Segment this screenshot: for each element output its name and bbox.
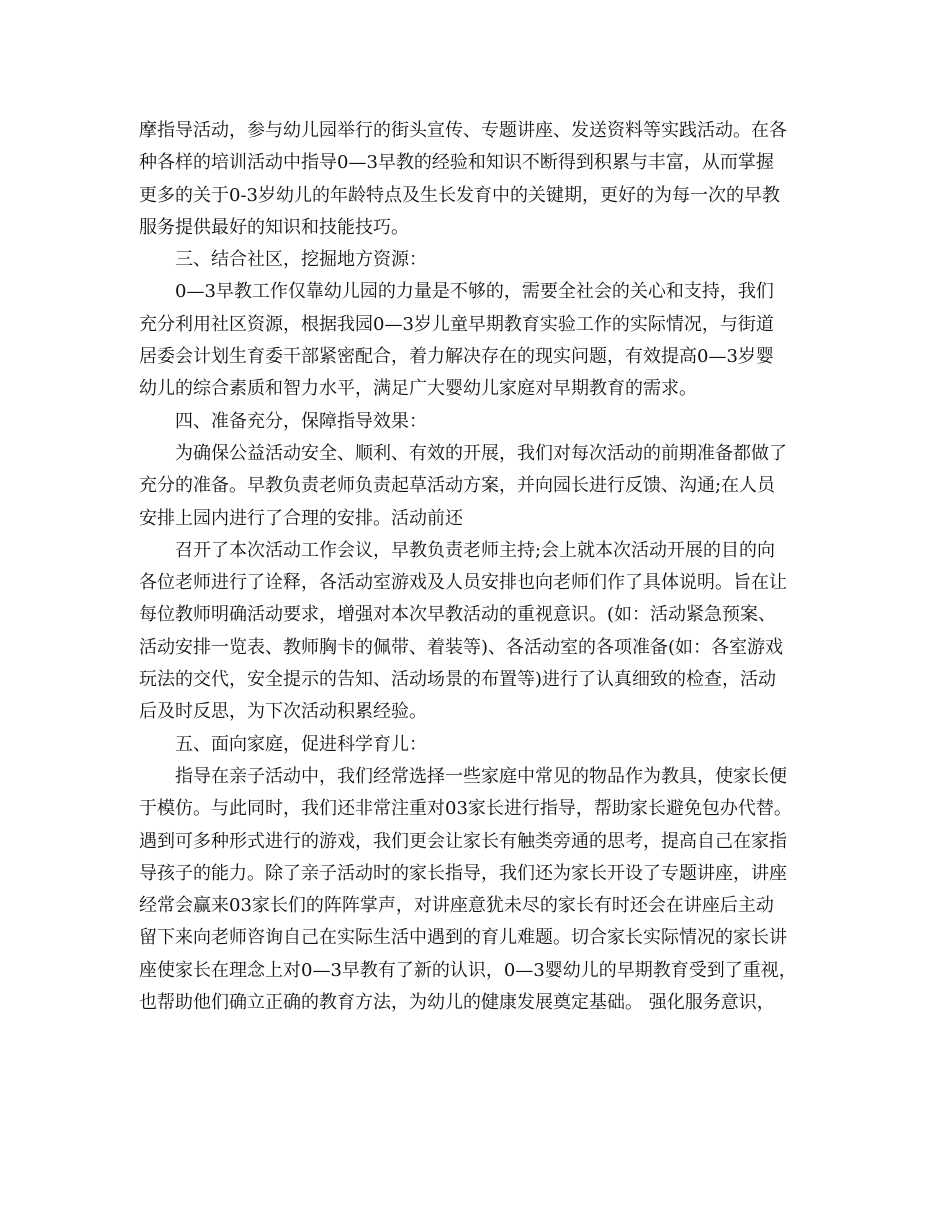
text-line: 充分利用社区资源，根据我园0—3岁儿童早期教育实验工作的实际情况，与街道 (139, 313, 774, 335)
text-line: 召开了本次活动工作会议，早教负责老师主持;会上就本次活动开展的目的向 (175, 539, 776, 561)
text-line: 充分的准备。早教负责老师负责起草活动方案，并向园长进行反馈、沟通;在人员 (139, 475, 776, 497)
document-body (139, 115, 819, 1019)
text-line: 于模仿。与此同时，我们还非常注重对03家长进行指导，帮助家长避免包办代替。 (139, 798, 792, 820)
text-line: 指导在亲子活动中，我们经常选择一些家庭中常见的物品作为教具，使家长便 (175, 765, 787, 787)
text-line: 也帮助他们确立正确的教育方法，为幼儿的健康发展奠定基础。 强化服务意识， (139, 992, 775, 1014)
text-line: 摩指导活动，参与幼儿园举行的街头宣传、专题讲座、发送资料等实践活动。在各 (139, 120, 787, 141)
text-line: 为确保公益活动安全、顺利、有效的开展，我们对每次活动的前期准备都做了 (175, 442, 787, 464)
text-line: 更多的关于0-3岁幼儿的年龄特点及生长发育中的关键期，更好的为每一次的早教 (139, 184, 780, 206)
text-line: 种各样的培训活动中指导0—3早教的经验和知识不断得到积累与丰富，从而掌握 (139, 152, 774, 174)
text-line: 留下来向老师咨询自己在实际生活中遇到的育儿难题。切合家长实际情况的家长讲 (139, 927, 787, 949)
text-line: 遇到可多种形式进行的游戏，我们更会让家长有触类旁通的思考，提高自己在家指 (139, 830, 787, 852)
text-line: 各位老师进行了诠释，各活动室游戏及人员安排也向老师们作了具体说明。旨在让 (139, 572, 787, 594)
text-line: 活动安排一览表、教师胸卡的佩带、着装等)、各活动室的各项准备(如：各室游戏 (139, 636, 784, 658)
text-line: 幼儿的综合素质和智力水平，满足广大婴幼儿家庭对早期教育的需求。 (139, 378, 697, 400)
text-line: 经常会赢来03家长们的阵阵掌声，对讲座意犹未尽的家长有时还会在讲座后主动 (139, 895, 774, 917)
text-line: 安排上园内进行了合理的安排。活动前还 (139, 507, 463, 529)
text-line: 导孩子的能力。除了亲子活动时的家长指导，我们还为家长开设了专题讲座，讲座 (139, 862, 787, 884)
text-line: 后及时反思，为下次活动积累经验。 (139, 701, 427, 723)
section-heading-4: 四、准备充分，保障指导效果： (175, 410, 427, 432)
text-line: 0—3早教工作仅靠幼儿园的力量是不够的，需要全社会的关心和支持，我们 (175, 281, 774, 303)
text-line: 服务提供最好的知识和技能技巧。 (139, 216, 409, 238)
section-heading-5: 五、面向家庭，促进科学育儿： (175, 733, 427, 755)
text-line: 每位教师明确活动要求，增强对本次早教活动的重视意识。(如：活动紧急预案、 (139, 604, 777, 626)
text-line: 玩法的交代，安全提示的告知、活动场景的布置等)进行了认真细致的检查，活动 (139, 669, 777, 691)
section-heading-3: 三、结合社区，挖掘地方资源： (175, 249, 427, 271)
text-line: 座使家长在理念上对0—3早教有了新的认识，0—3婴幼儿的早期教育受到了重视， (139, 959, 797, 981)
text-line: 居委会计划生育委干部紧密配合，着力解决存在的现实问题，有效提高0—3岁婴 (139, 346, 774, 368)
